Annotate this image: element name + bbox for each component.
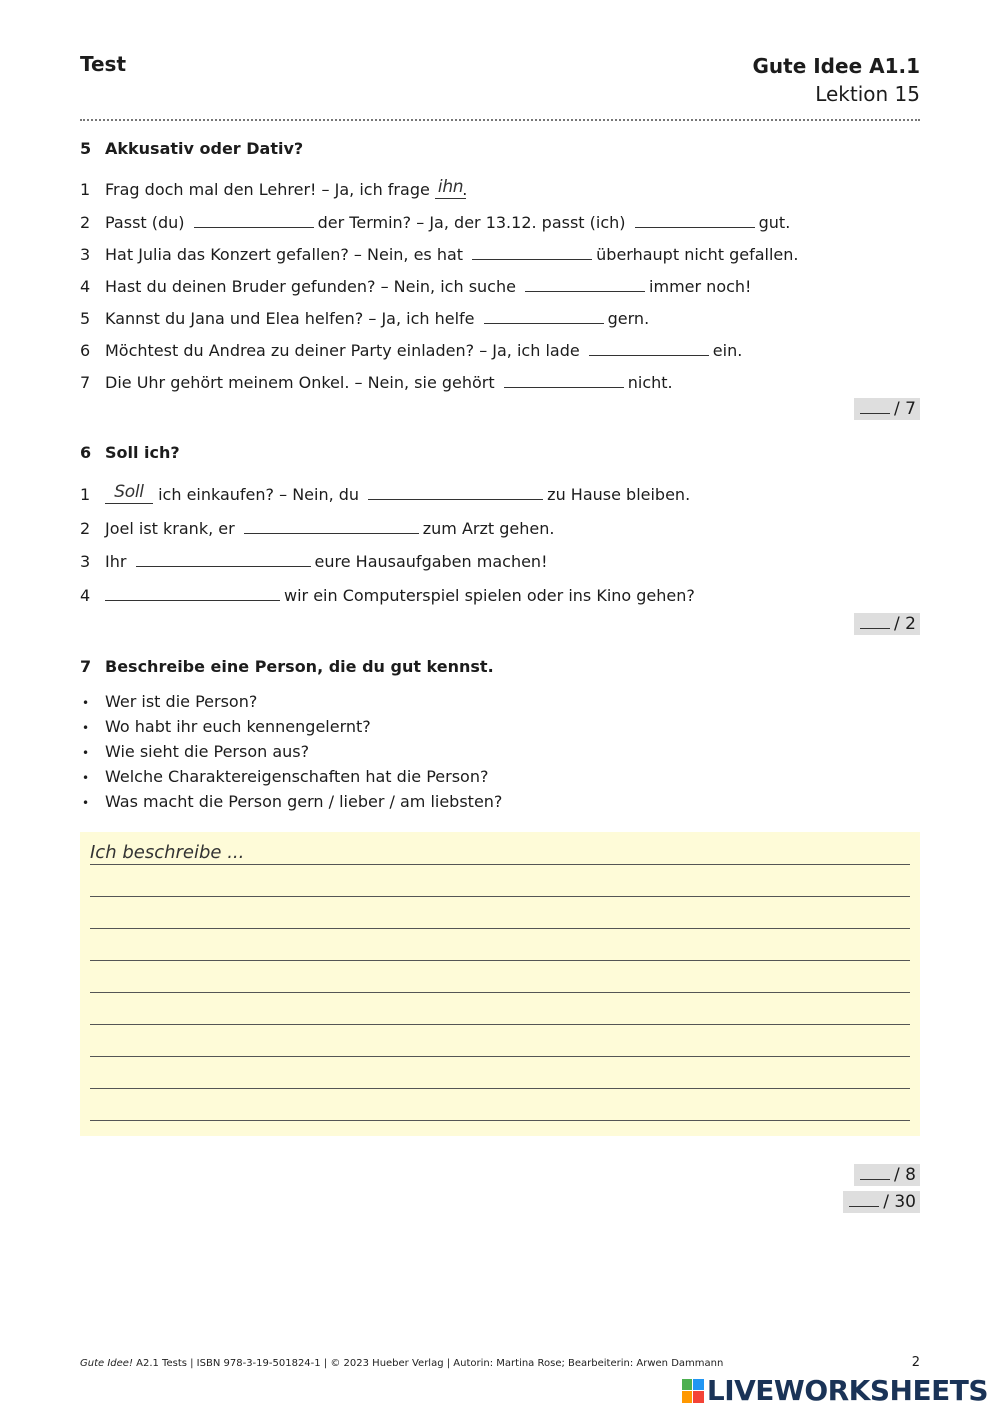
s6-blank-3[interactable] bbox=[136, 550, 311, 567]
writing-line bbox=[90, 928, 910, 929]
liveworksheets-logo-icon bbox=[682, 1379, 704, 1403]
list-item: • Wer ist die Person? bbox=[82, 692, 258, 711]
s6-row-2: 2 Joel ist krank, er zum Arzt gehen. bbox=[80, 519, 555, 538]
s6-blank-2[interactable] bbox=[244, 517, 419, 534]
score-entry-line[interactable] bbox=[860, 1165, 890, 1180]
s5-answer-1[interactable]: ihn bbox=[435, 176, 466, 199]
s5-blank-5[interactable] bbox=[484, 307, 604, 324]
writing-area[interactable] bbox=[80, 832, 920, 1136]
writing-line bbox=[90, 896, 910, 897]
header-divider bbox=[80, 119, 920, 121]
section-5-score: / 7 bbox=[854, 398, 920, 420]
s5-row-2: 2 Passt (du) der Termin? – Ja, der 13.12. passt (ich) gut. bbox=[80, 213, 791, 232]
writing-line bbox=[90, 1056, 910, 1057]
list-item: • Welche Charaktereigenschaften hat die Person? bbox=[82, 767, 489, 786]
writing-line bbox=[90, 960, 910, 961]
score-entry-line[interactable] bbox=[860, 614, 890, 629]
s6-row-1: 1 Soll ich einkaufen? – Nein, du zu Hause bleiben. bbox=[80, 482, 691, 504]
writing-line bbox=[90, 1088, 910, 1089]
brand-name: LIVEWORKSHEETS bbox=[706, 1374, 988, 1407]
section-6-score: / 2 bbox=[854, 613, 920, 635]
s6-blank-4[interactable] bbox=[105, 584, 280, 601]
s6-answer-1[interactable]: Soll bbox=[105, 481, 153, 504]
writing-line bbox=[90, 1120, 910, 1121]
list-item: • Wie sieht die Person aus? bbox=[82, 742, 310, 761]
lesson-label: Lektion 15 bbox=[815, 82, 920, 106]
s5-blank-2a[interactable] bbox=[194, 211, 314, 228]
score-entry-line[interactable] bbox=[849, 1192, 879, 1207]
s5-row-3: 3 Hat Julia das Konzert gefallen? – Nein, es hat überhaupt nicht gefallen. bbox=[80, 245, 799, 264]
s5-blank-2b[interactable] bbox=[635, 211, 755, 228]
page-number: 2 bbox=[911, 1355, 920, 1370]
list-item: • Wo habt ihr euch kennengelernt? bbox=[82, 717, 371, 736]
writing-starter: Ich beschreibe ... bbox=[90, 842, 245, 863]
s5-row-4: 4 Hast du deinen Bruder gefunden? – Nein, ich suche immer noch! bbox=[80, 277, 752, 296]
s6-row-3: 3 Ihr eure Hausaufgaben machen! bbox=[80, 552, 548, 571]
section-7-title: 7 Beschreibe eine Person, die du gut kennst. bbox=[80, 657, 494, 676]
total-score: / 30 bbox=[843, 1191, 920, 1213]
section-5-title: 5 Akkusativ oder Dativ? bbox=[80, 139, 304, 158]
s6-row-4: 4 wir ein Computerspiel spielen oder ins Kino gehen? bbox=[80, 586, 695, 605]
s5-row-7: 7 Die Uhr gehört meinem Onkel. – Nein, sie gehört nicht. bbox=[80, 373, 673, 392]
footer-credits: Gute Idee! A2.1 Tests | ISBN 978-3-19-501824-1 | © 2023 Hueber Verlag | Autorin: Martina Rose; Bearbeiterin: Arwen Dammann bbox=[80, 1358, 724, 1369]
section-7-score: / 8 bbox=[854, 1164, 920, 1186]
writing-line bbox=[90, 1024, 910, 1025]
liveworksheets-brand bbox=[682, 1374, 988, 1407]
s5-blank-7[interactable] bbox=[504, 371, 624, 388]
s5-blank-4[interactable] bbox=[525, 275, 645, 292]
list-item: • Was macht die Person gern / lieber / am liebsten? bbox=[82, 792, 503, 811]
s5-blank-3[interactable] bbox=[472, 243, 592, 260]
s5-row-5: 5 Kannst du Jana und Elea helfen? – Ja, ich helfe gern. bbox=[80, 309, 650, 328]
s5-blank-6[interactable] bbox=[589, 339, 709, 356]
score-entry-line[interactable] bbox=[860, 399, 890, 414]
s7-bullet-list bbox=[80, 690, 502, 815]
section-6-title: 6 Soll ich? bbox=[80, 443, 180, 462]
s5-row-6: 6 Möchtest du Andrea zu deiner Party einladen? – Ja, ich lade ein. bbox=[80, 341, 743, 360]
header-right bbox=[753, 52, 921, 108]
s5-row-1: 1 Frag doch mal den Lehrer! – Ja, ich frage ihn. bbox=[80, 177, 468, 199]
writing-line bbox=[90, 864, 910, 865]
s6-blank-1[interactable] bbox=[368, 483, 543, 500]
header-left-title: Test bbox=[80, 52, 127, 76]
book-title: Gute Idee A1.1 bbox=[752, 54, 920, 78]
writing-line bbox=[90, 992, 910, 993]
